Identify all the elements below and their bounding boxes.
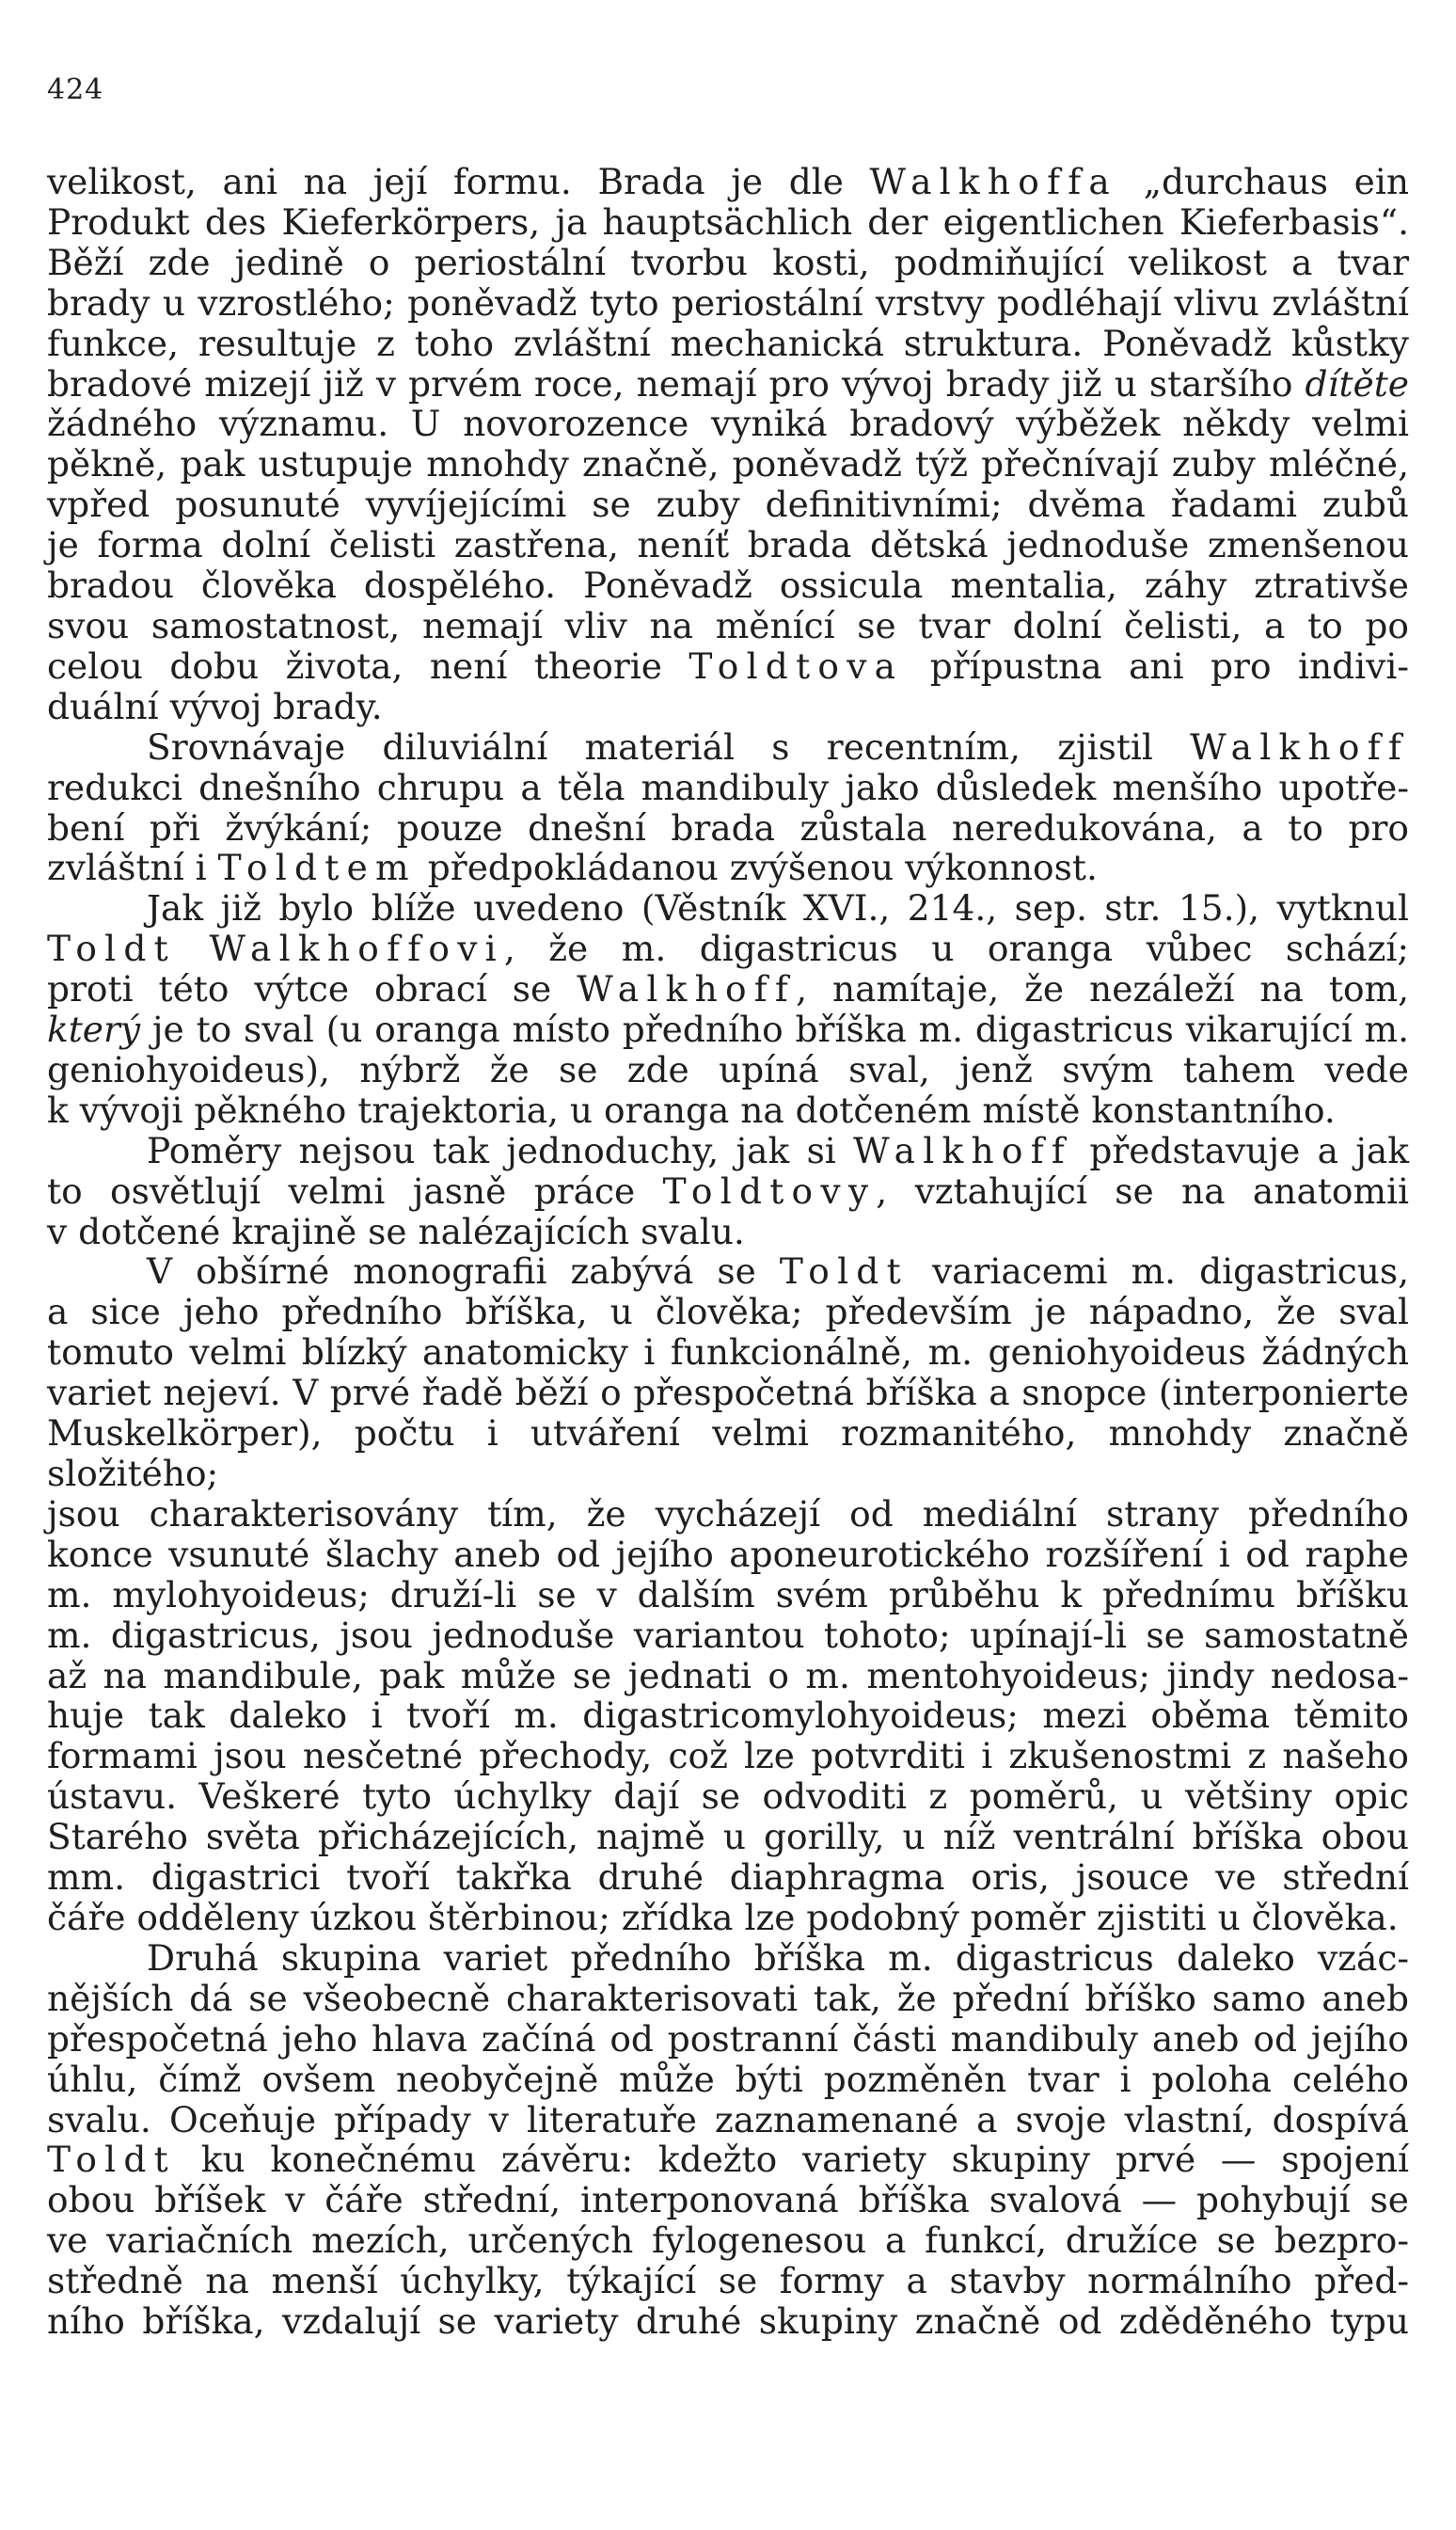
text-line: Jak již bylo blíže uvedeno (Věstník XVI., 214., sep. str. 15.), vytknul: [147, 887, 1409, 930]
text-line: pěkně, pak ustupuje mnohdy značně, poněvadž týž přečnívají zuby mléčné,: [47, 443, 1409, 485]
page-number: 424: [47, 73, 104, 106]
text-line: velikost, ani na její formu. Brada je dle Walkhoffa „durchaus ein: [47, 161, 1409, 202]
text-line: Toldt Walkhoffovi, že m. digastricus u oranga vůbec schází;: [47, 928, 1409, 970]
text-line: v dotčené krajině se nalézajících svalu.: [47, 1210, 745, 1252]
text-line: m. digastricus, jsou jednoduše variantou tohoto; upínají-li se samostatně: [47, 1614, 1409, 1656]
text-line: proti této výtce obrací se Walkhoff, namítaje, že nezáleží na tom,: [47, 968, 1410, 1010]
text-line: Produkt des Kieferkörpers, ja hauptsächlich der eigentlichen Kieferbasis“.: [47, 200, 1409, 243]
text-line: geniohyoideus), nýbrž že se zde upíná sval, jenž svým tahem vede: [47, 1048, 1409, 1090]
text-line: konce vsunuté šlachy aneb od jejího aponeurotického rozšíření i od raphe: [47, 1533, 1409, 1575]
text-line: mm. digastrici tvoří takřka druhé diaphragma oris, jsouce ve střední: [47, 1856, 1409, 1899]
text-line: huje tak daleko i tvoří m. digastricomylohyoideus; mezi oběma těmito: [47, 1695, 1409, 1737]
text-line: V obšírné monografii zabývá se Toldt variacemi m. digastricus,: [147, 1250, 1410, 1293]
text-line: svalu. Oceňuje případy v literatuře zaznamenané a svoje vlastní, dospívá: [47, 2098, 1409, 2140]
text-line: Poměry nejsou tak jednoduchy, jak si Walkhoff představuje a jak: [147, 1129, 1409, 1171]
text-line: duální vývoj brady.: [47, 685, 383, 727]
text-line: bradou člověka dospělého. Poněvadž ossicula mentalia, záhy ztrativše: [47, 565, 1409, 607]
text-line: žádného významu. U novorozence vyniká bradový výběžek někdy velmi: [47, 403, 1409, 445]
text-line: vpřed posunuté vyvíjejícími se zuby definitivními; dvěma řadami zubů: [47, 484, 1409, 526]
text-line: celou dobu života, není theorie Toldtova přípustna ani pro indivi-: [47, 644, 1409, 687]
text-line: přespočetná jeho hlava začíná od postranní části mandibuly aneb od jejího: [47, 2017, 1409, 2060]
text-line: tomuto velmi blízký anatomicky i funkcionálně, m. geniohyoideus žádných: [47, 1331, 1409, 1374]
text-line: zvláštní i Toldtem předpokládanou zvýšenou výkonnost.: [47, 847, 1098, 889]
text-line: brady u vzrostlého; poněvadž tyto periostální vrstvy podléhají vlivu zvláštní: [47, 281, 1409, 324]
text-line: Toldt ku konečnému závěru: kdežto variety skupiny prvé — spojení: [47, 2139, 1409, 2181]
text-line: ve variačních mezích, určených fylogenesou a funkcí, družíce se bezpro-: [47, 2220, 1409, 2262]
text-line: to osvětlují velmi jasně práce Toldtovy, vztahující se na anatomii: [47, 1170, 1409, 1212]
body-text: [47, 162, 1409, 2342]
text-line: obou bříšek v čáře střední, interponovaná bříška svalová — pohybují se: [47, 2179, 1409, 2221]
text-line: Srovnávaje diluviální materiál s recentním, zjistil Walkhoff: [147, 725, 1409, 768]
text-line: a sice jeho předního bříška, u člověka; především je nápadno, že sval: [47, 1291, 1409, 1333]
text-line: ního bříška, vzdalují se variety druhé skupiny značně od zděděného typu: [47, 2300, 1409, 2343]
text-line: který je to sval (u oranga místo předního bříška m. digastricus vikarující m.: [47, 1009, 1409, 1051]
text-line: k vývoji pěkného trajektoria, u oranga na dotčeném místě konstantního.: [47, 1089, 1336, 1131]
text-line: Starého světa přicházejících, najmě u gorilly, u níž ventrální bříška obou: [47, 1816, 1409, 1858]
text-line: až na mandibule, pak může se jednati o m. mentohyoideus; jindy nedosa-: [47, 1654, 1409, 1696]
text-line: čáře odděleny úzkou štěrbinou; zřídka lze podobný poměr zjistiti u člověka.: [47, 1896, 1399, 1938]
text-line: m. mylohyoideus; druží-li se v dalším svém průběhu k přednímu bříšku: [47, 1573, 1409, 1615]
text-line: funkce, resultuje z toho zvláštní mechanická struktura. Poněvadž kůstky: [47, 322, 1409, 364]
text-line: formami jsou nesčetné přechody, což lze potvrditi i zkušenostmi z našeho: [47, 1735, 1409, 1777]
text-line: nějších dá se všeobecně charakterisovati tak, že přední bříško samo aneb: [47, 1977, 1409, 2019]
text-line: svou samostatnost, nemají vliv na měnící se tvar dolní čelisti, a to po: [47, 604, 1409, 646]
text-line: redukci dnešního chrupu a těla mandibuly jako důsledek menšího upotře-: [47, 766, 1409, 808]
text-line: variet nejeví. V prvé řadě běží o přespočetná bříška a snopce (interponierte: [47, 1372, 1409, 1414]
text-line: Muskelkörper), počtu i utváření velmi rozmanitého, mnohdy značně složitého;: [47, 1412, 1409, 1494]
text-line: Běží zde jedině o periostální tvorbu kosti, podmiňující velikost a tvar: [47, 241, 1409, 283]
text-line: bení při žvýkání; pouze dnešní brada zůstala neredukována, a to pro: [47, 806, 1409, 849]
text-line: Druhá skupina variet předního bříška m. digastricus daleko vzác-: [147, 1936, 1409, 1979]
text-line: je forma dolní čelisti zastřena, neníť brada dětská jednoduše zmenšenou: [47, 524, 1409, 566]
text-line: úhlu, čímž ovšem neobyčejně může býti pozměněn tvar i poloha celého: [47, 2058, 1409, 2100]
text-line: bradové mizejí již v prvém roce, nemají pro vývoj brady již u staršího dítěte: [47, 362, 1409, 405]
text-line: jsou charakterisovány tím, že vycházejí od mediální strany předního: [47, 1492, 1409, 1535]
text-line: ústavu. Veškeré tyto úchylky dají se odvoditi z poměrů, u většiny opic: [47, 1775, 1409, 1818]
text-line: středně na menší úchylky, týkající se formy a stavby normálního před-: [47, 2260, 1409, 2302]
